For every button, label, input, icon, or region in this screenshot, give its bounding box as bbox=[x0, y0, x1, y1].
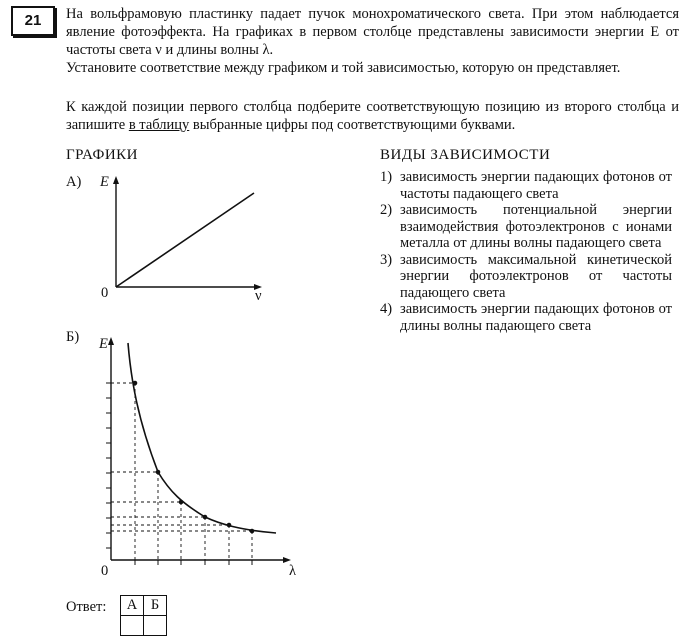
matching-text-after: выбранные цифры под соответствующими буквами. bbox=[189, 117, 516, 133]
curve-point bbox=[227, 523, 232, 528]
graph-a-line bbox=[116, 193, 254, 287]
task-number: 21 bbox=[11, 6, 55, 36]
graph-b-y-ticks bbox=[106, 383, 111, 548]
graph-b-y-arrow bbox=[108, 337, 114, 345]
answer-table bbox=[120, 595, 167, 636]
graph-b-x-axis-label: λ bbox=[289, 563, 297, 579]
answer-header-b: Б bbox=[144, 596, 167, 616]
graph-b-origin-label: 0 bbox=[101, 563, 109, 579]
dependency-number: 2) bbox=[380, 202, 393, 218]
graph-b-x-arrow bbox=[283, 557, 291, 563]
graph-a-x-arrow bbox=[254, 284, 262, 290]
answer-cell-b[interactable] bbox=[144, 616, 167, 636]
curve-point bbox=[156, 470, 161, 475]
graph-a-y-axis-label: E bbox=[100, 174, 109, 190]
dependency-number: 3) bbox=[380, 251, 393, 268]
answer-cell-a[interactable] bbox=[121, 616, 144, 636]
dependency-text: зависимость энергии падающих фотонов от длины волны падающего света bbox=[400, 301, 672, 334]
graph-a-label: А) bbox=[66, 174, 82, 190]
table-reference: в таблицу bbox=[128, 117, 190, 133]
curve-point bbox=[133, 381, 138, 386]
dependency-number: 1) bbox=[380, 169, 393, 185]
graph-b-x-ticks bbox=[135, 560, 252, 565]
curve-point bbox=[179, 500, 184, 505]
matching-text-before: К каждой позиции первого столбца подберите соответствующую позицию из второго столбца и запишите bbox=[66, 99, 679, 133]
graph-a-origin-label: 0 bbox=[101, 285, 109, 301]
graph-b-guides bbox=[111, 383, 252, 560]
graph-b-curve bbox=[128, 343, 276, 533]
graphs-heading: ГРАФИКИ bbox=[66, 147, 139, 163]
dependency-text: зависимость энергии падающих фотонов от частоты падающего света bbox=[400, 169, 672, 202]
answer-header-a: А bbox=[121, 596, 144, 616]
dependencies-heading: ВИДЫ ЗАВИСИМОСТИ bbox=[380, 147, 551, 163]
answer-label: Ответ: bbox=[66, 599, 107, 615]
task-instruction: Установите соответствие между графиком и той зависимостью, которую он представляет. bbox=[66, 60, 621, 76]
graph-a-y-arrow bbox=[113, 176, 119, 184]
dependency-number: 4) bbox=[380, 301, 393, 317]
graph-a-x-axis-label: ν bbox=[255, 288, 262, 304]
task-intro: На вольфрамовую пластинку падает пучок монохроматического света. При этом наблюдается явление фотоэффекта. На графиках в первом столбце представлены зависимости энергии E от частоты света ν и длины волны λ. bbox=[66, 6, 679, 58]
graph-b bbox=[106, 337, 291, 565]
graph-a bbox=[113, 176, 262, 290]
graph-b-label: Б) bbox=[66, 329, 80, 345]
dependency-text: зависимость максимальной кинетической энергии фотоэлектронов от частоты падающего света bbox=[400, 251, 672, 301]
curve-point bbox=[203, 515, 208, 520]
curve-point bbox=[250, 529, 255, 534]
dependency-text: зависимость потенциальной энергии взаимодействия фотоэлектронов с ионами металла от длины волны падающего света bbox=[400, 202, 672, 251]
graph-b-y-axis-label: E bbox=[99, 336, 108, 352]
